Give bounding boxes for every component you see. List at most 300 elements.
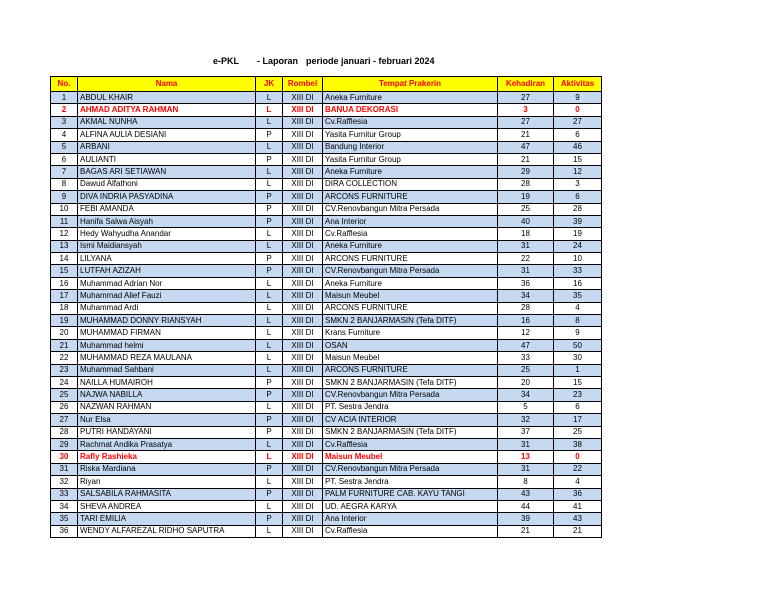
cell-no: 35 xyxy=(51,513,78,525)
cell-nama: BAGAS ARI SETIAWAN xyxy=(78,166,256,178)
cell-rombel: XIII DI xyxy=(283,327,323,339)
cell-jk: L xyxy=(256,290,283,302)
cell-tempat-prakerin: Yasita Furnitur Group xyxy=(323,153,498,165)
cell-nama: ARBANI xyxy=(78,141,256,153)
cell-aktivitas: 43 xyxy=(554,513,602,525)
cell-rombel: XIII DI xyxy=(283,228,323,240)
cell-tempat-prakerin: Cv.Rafflesia xyxy=(323,116,498,128)
cell-tempat-prakerin: Yasita Furnitur Group xyxy=(323,129,498,141)
cell-rombel: XIII DI xyxy=(283,265,323,277)
cell-no: 17 xyxy=(51,290,78,302)
cell-jk: P xyxy=(256,488,283,500)
cell-tempat-prakerin: Aneka Furniture xyxy=(323,92,498,104)
cell-nama: DIVA INDRIA PASYADINA xyxy=(78,191,256,203)
cell-aktivitas: 38 xyxy=(554,438,602,450)
table-row xyxy=(51,203,602,215)
cell-aktivitas: 4 xyxy=(554,476,602,488)
cell-aktivitas: 50 xyxy=(554,339,602,351)
app-name: e-PKL xyxy=(213,56,240,66)
table-row xyxy=(51,327,602,339)
cell-aktivitas: 36 xyxy=(554,488,602,500)
report-label: - Laporan xyxy=(257,56,299,66)
cell-no: 22 xyxy=(51,352,78,364)
cell-kehadiran: 36 xyxy=(498,277,554,289)
cell-tempat-prakerin: ARCONS FURNITURE xyxy=(323,191,498,203)
cell-tempat-prakerin: CV ACIA INTERIOR xyxy=(323,414,498,426)
cell-nama: SALSABILA RAHMASITA xyxy=(78,488,256,500)
cell-no: 21 xyxy=(51,339,78,351)
cell-kehadiran: 32 xyxy=(498,414,554,426)
cell-rombel: XIII DI xyxy=(283,451,323,463)
cell-nama: Rafly Rashieka xyxy=(78,451,256,463)
cell-aktivitas: 16 xyxy=(554,277,602,289)
cell-aktivitas: 15 xyxy=(554,376,602,388)
cell-kehadiran: 31 xyxy=(498,463,554,475)
cell-aktivitas: 3 xyxy=(554,178,602,190)
cell-rombel: XIII DI xyxy=(283,191,323,203)
cell-jk: P xyxy=(256,129,283,141)
cell-aktivitas: 41 xyxy=(554,500,602,512)
cell-rombel: XIII DI xyxy=(283,215,323,227)
table-header-row xyxy=(51,77,602,92)
table-row xyxy=(51,339,602,351)
cell-nama: Hedy Wahyudha Anandar xyxy=(78,228,256,240)
cell-aktivitas: 30 xyxy=(554,352,602,364)
cell-rombel: XIII DI xyxy=(283,116,323,128)
table-row xyxy=(51,513,602,525)
cell-jk: P xyxy=(256,203,283,215)
cell-aktivitas: 9 xyxy=(554,92,602,104)
table-row xyxy=(51,488,602,500)
cell-jk: L xyxy=(256,92,283,104)
cell-jk: L xyxy=(256,451,283,463)
cell-tempat-prakerin: SMKN 2 BANJARMASIN (Tefa DITF) xyxy=(323,426,498,438)
cell-rombel: XIII DI xyxy=(283,253,323,265)
cell-no: 9 xyxy=(51,191,78,203)
cell-aktivitas: 6 xyxy=(554,401,602,413)
cell-no: 15 xyxy=(51,265,78,277)
table-row xyxy=(51,438,602,450)
cell-nama: AHMAD ADITYA RAHMAN xyxy=(78,104,256,116)
cell-rombel: XIII DI xyxy=(283,513,323,525)
cell-tempat-prakerin: Cv.Rafflesia xyxy=(323,228,498,240)
cell-tempat-prakerin: ARCONS FURNITURE xyxy=(323,302,498,314)
cell-rombel: XIII DI xyxy=(283,476,323,488)
cell-kehadiran: 22 xyxy=(498,253,554,265)
cell-rombel: XIII DI xyxy=(283,352,323,364)
cell-kehadiran: 43 xyxy=(498,488,554,500)
cell-tempat-prakerin: DIRA COLLECTION xyxy=(323,178,498,190)
cell-kehadiran: 28 xyxy=(498,302,554,314)
table-row xyxy=(51,141,602,153)
cell-jk: L xyxy=(256,116,283,128)
cell-rombel: XIII DI xyxy=(283,389,323,401)
cell-kehadiran: 25 xyxy=(498,364,554,376)
cell-aktivitas: 39 xyxy=(554,215,602,227)
table-row xyxy=(51,265,602,277)
cell-no: 23 xyxy=(51,364,78,376)
cell-tempat-prakerin: ARCONS FURNITURE xyxy=(323,364,498,376)
table-row xyxy=(51,153,602,165)
column-header-jk: JK xyxy=(256,77,283,92)
cell-aktivitas: 15 xyxy=(554,153,602,165)
cell-nama: TARI EMILIA xyxy=(78,513,256,525)
cell-aktivitas: 9 xyxy=(554,327,602,339)
column-header-no: No. xyxy=(51,77,78,92)
cell-nama: Muhammad Alief Fauzi xyxy=(78,290,256,302)
cell-jk: L xyxy=(256,500,283,512)
column-header-tempat-prakerin: Tempat Prakerin xyxy=(323,77,498,92)
cell-jk: L xyxy=(256,240,283,252)
cell-nama: Muhammad helmi xyxy=(78,339,256,351)
cell-kehadiran: 16 xyxy=(498,315,554,327)
cell-aktivitas: 28 xyxy=(554,203,602,215)
cell-rombel: XIII DI xyxy=(283,339,323,351)
cell-nama: SHEVA ANDREA xyxy=(78,500,256,512)
cell-nama: Muhammad Ardi xyxy=(78,302,256,314)
table-row xyxy=(51,104,602,116)
cell-tempat-prakerin: Cv.Rafflesia xyxy=(323,525,498,537)
cell-rombel: XIII DI xyxy=(283,525,323,537)
cell-no: 25 xyxy=(51,389,78,401)
cell-nama: FEBI AMANDA xyxy=(78,203,256,215)
cell-jk: L xyxy=(256,327,283,339)
cell-rombel: XIII DI xyxy=(283,401,323,413)
table-row xyxy=(51,228,602,240)
cell-aktivitas: 19 xyxy=(554,228,602,240)
cell-jk: P xyxy=(256,191,283,203)
cell-kehadiran: 21 xyxy=(498,525,554,537)
cell-nama: NAZWAN RAHMAN xyxy=(78,401,256,413)
cell-rombel: XIII DI xyxy=(283,277,323,289)
cell-tempat-prakerin: SMKN 2 BANJARMASIN (Tefa DITF) xyxy=(323,315,498,327)
cell-aktivitas: 17 xyxy=(554,414,602,426)
cell-kehadiran: 34 xyxy=(498,389,554,401)
cell-no: 10 xyxy=(51,203,78,215)
cell-aktivitas: 27 xyxy=(554,116,602,128)
cell-nama: ABDUL KHAIR xyxy=(78,92,256,104)
cell-no: 36 xyxy=(51,525,78,537)
cell-tempat-prakerin: Ana Interior xyxy=(323,215,498,227)
cell-kehadiran: 27 xyxy=(498,116,554,128)
cell-jk: L xyxy=(256,352,283,364)
cell-aktivitas: 22 xyxy=(554,463,602,475)
cell-no: 2 xyxy=(51,104,78,116)
cell-kehadiran: 21 xyxy=(498,129,554,141)
cell-jk: P xyxy=(256,389,283,401)
table-row xyxy=(51,376,602,388)
cell-no: 34 xyxy=(51,500,78,512)
cell-rombel: XIII DI xyxy=(283,488,323,500)
cell-tempat-prakerin: PALM FURNITURE CAB. KAYU TANGI xyxy=(323,488,498,500)
cell-nama: Riska Mardiana xyxy=(78,463,256,475)
cell-rombel: XIII DI xyxy=(283,376,323,388)
cell-aktivitas: 33 xyxy=(554,265,602,277)
cell-aktivitas: 23 xyxy=(554,389,602,401)
cell-tempat-prakerin: Aneka Furniture xyxy=(323,166,498,178)
cell-aktivitas: 25 xyxy=(554,426,602,438)
cell-aktivitas: 1 xyxy=(554,364,602,376)
cell-rombel: XIII DI xyxy=(283,463,323,475)
table-row xyxy=(51,352,602,364)
cell-tempat-prakerin: OSAN xyxy=(323,339,498,351)
table-row xyxy=(51,500,602,512)
table-row xyxy=(51,290,602,302)
cell-tempat-prakerin: BANUA DEKORASI xyxy=(323,104,498,116)
table-row xyxy=(51,92,602,104)
cell-aktivitas: 6 xyxy=(554,191,602,203)
cell-jk: L xyxy=(256,525,283,537)
cell-no: 11 xyxy=(51,215,78,227)
cell-aktivitas: 10 xyxy=(554,253,602,265)
cell-rombel: XIII DI xyxy=(283,153,323,165)
cell-kehadiran: 27 xyxy=(498,92,554,104)
cell-nama: MUHAMMAD REZA MAULANA xyxy=(78,352,256,364)
cell-aktivitas: 0 xyxy=(554,451,602,463)
cell-nama: ALFINA AULIA DESIANI xyxy=(78,129,256,141)
cell-nama: Nur Elsa xyxy=(78,414,256,426)
column-header-kehadiran: Kehadiran xyxy=(498,77,554,92)
cell-no: 32 xyxy=(51,476,78,488)
table-row xyxy=(51,253,602,265)
cell-no: 29 xyxy=(51,438,78,450)
cell-aktivitas: 24 xyxy=(554,240,602,252)
cell-jk: L xyxy=(256,315,283,327)
table-row xyxy=(51,451,602,463)
cell-kehadiran: 29 xyxy=(498,166,554,178)
cell-no: 18 xyxy=(51,302,78,314)
cell-tempat-prakerin: Maisun Meubel xyxy=(323,451,498,463)
cell-nama: Muhammad Adrian Nor xyxy=(78,277,256,289)
cell-kehadiran: 8 xyxy=(498,476,554,488)
cell-nama: Ismi Maidiansyah xyxy=(78,240,256,252)
cell-nama: MUHAMMAD DONNY RIANSYAH xyxy=(78,315,256,327)
cell-tempat-prakerin: Krans Furniture xyxy=(323,327,498,339)
cell-tempat-prakerin: Maisun Meubel xyxy=(323,290,498,302)
cell-rombel: XIII DI xyxy=(283,92,323,104)
cell-jk: L xyxy=(256,476,283,488)
cell-kehadiran: 34 xyxy=(498,290,554,302)
cell-nama: NAJWA NABILLA xyxy=(78,389,256,401)
cell-jk: L xyxy=(256,141,283,153)
cell-rombel: XIII DI xyxy=(283,203,323,215)
cell-no: 26 xyxy=(51,401,78,413)
report-period: periode januari - februari 2024 xyxy=(306,56,435,66)
cell-jk: P xyxy=(256,463,283,475)
cell-jk: L xyxy=(256,302,283,314)
cell-kehadiran: 18 xyxy=(498,228,554,240)
cell-tempat-prakerin: Aneka Furniture xyxy=(323,240,498,252)
cell-rombel: XIII DI xyxy=(283,129,323,141)
cell-nama: Muhammad Sahbani xyxy=(78,364,256,376)
cell-kehadiran: 44 xyxy=(498,500,554,512)
cell-no: 4 xyxy=(51,129,78,141)
table-row xyxy=(51,401,602,413)
cell-kehadiran: 31 xyxy=(498,240,554,252)
table-row xyxy=(51,129,602,141)
cell-nama: Hanifa Salwa Aisyah xyxy=(78,215,256,227)
cell-kehadiran: 47 xyxy=(498,339,554,351)
cell-aktivitas: 6 xyxy=(554,129,602,141)
table-row xyxy=(51,215,602,227)
cell-tempat-prakerin: CV.Renovbangun Mitra Persada xyxy=(323,203,498,215)
cell-jk: L xyxy=(256,364,283,376)
cell-nama: NAILLA HUMAIROH xyxy=(78,376,256,388)
cell-no: 14 xyxy=(51,253,78,265)
cell-jk: L xyxy=(256,104,283,116)
table-row xyxy=(51,414,602,426)
table-row xyxy=(51,315,602,327)
cell-jk: P xyxy=(256,215,283,227)
cell-tempat-prakerin: CV.Renovbangun Mitra Persada xyxy=(323,389,498,401)
table-row xyxy=(51,191,602,203)
cell-rombel: XIII DI xyxy=(283,178,323,190)
cell-tempat-prakerin: ARCONS FURNITURE xyxy=(323,253,498,265)
column-header-aktivitas: Aktivitas xyxy=(554,77,602,92)
cell-no: 31 xyxy=(51,463,78,475)
table-row xyxy=(51,277,602,289)
cell-jk: L xyxy=(256,277,283,289)
cell-no: 3 xyxy=(51,116,78,128)
cell-rombel: XIII DI xyxy=(283,104,323,116)
cell-tempat-prakerin: Bandung Interior xyxy=(323,141,498,153)
cell-rombel: XIII DI xyxy=(283,302,323,314)
column-header-nama: Nama xyxy=(78,77,256,92)
cell-kehadiran: 20 xyxy=(498,376,554,388)
cell-rombel: XIII DI xyxy=(283,364,323,376)
cell-kehadiran: 37 xyxy=(498,426,554,438)
cell-no: 8 xyxy=(51,178,78,190)
cell-jk: L xyxy=(256,401,283,413)
cell-tempat-prakerin: Ana Interior xyxy=(323,513,498,525)
cell-kehadiran: 12 xyxy=(498,327,554,339)
cell-kehadiran: 13 xyxy=(498,451,554,463)
cell-no: 19 xyxy=(51,315,78,327)
cell-jk: P xyxy=(256,426,283,438)
cell-nama: PUTRI HANDAYANI xyxy=(78,426,256,438)
cell-rombel: XIII DI xyxy=(283,414,323,426)
cell-tempat-prakerin: PT. Sestra Jendra xyxy=(323,401,498,413)
table-row xyxy=(51,525,602,537)
cell-kehadiran: 28 xyxy=(498,178,554,190)
cell-jk: L xyxy=(256,339,283,351)
cell-kehadiran: 21 xyxy=(498,153,554,165)
cell-kehadiran: 19 xyxy=(498,191,554,203)
cell-aktivitas: 12 xyxy=(554,166,602,178)
cell-no: 5 xyxy=(51,141,78,153)
cell-rombel: XIII DI xyxy=(283,500,323,512)
cell-kehadiran: 47 xyxy=(498,141,554,153)
table-row xyxy=(51,476,602,488)
cell-no: 33 xyxy=(51,488,78,500)
cell-no: 1 xyxy=(51,92,78,104)
cell-no: 12 xyxy=(51,228,78,240)
cell-kehadiran: 5 xyxy=(498,401,554,413)
cell-aktivitas: 0 xyxy=(554,104,602,116)
cell-no: 16 xyxy=(51,277,78,289)
cell-kehadiran: 33 xyxy=(498,352,554,364)
cell-jk: L xyxy=(256,438,283,450)
cell-tempat-prakerin: CV.Renovbangun Mitra Persada xyxy=(323,265,498,277)
cell-kehadiran: 40 xyxy=(498,215,554,227)
cell-rombel: XIII DI xyxy=(283,290,323,302)
cell-no: 28 xyxy=(51,426,78,438)
cell-no: 27 xyxy=(51,414,78,426)
cell-kehadiran: 31 xyxy=(498,438,554,450)
report-table xyxy=(50,76,602,538)
table-row xyxy=(51,178,602,190)
cell-kehadiran: 31 xyxy=(498,265,554,277)
cell-nama: Rachmat Andika Prasatya xyxy=(78,438,256,450)
table-row xyxy=(51,364,602,376)
cell-tempat-prakerin: CV.Renovbangun Mitra Persada xyxy=(323,463,498,475)
cell-aktivitas: 8 xyxy=(554,315,602,327)
cell-tempat-prakerin: Cv.Rafflesia xyxy=(323,438,498,450)
cell-aktivitas: 21 xyxy=(554,525,602,537)
cell-rombel: XIII DI xyxy=(283,141,323,153)
table-row xyxy=(51,166,602,178)
cell-jk: P xyxy=(256,513,283,525)
cell-aktivitas: 46 xyxy=(554,141,602,153)
cell-tempat-prakerin: Aneka Furniture xyxy=(323,277,498,289)
cell-nama: WENDY ALFAREZAL RIDHO SAPUTRA xyxy=(78,525,256,537)
cell-jk: L xyxy=(256,228,283,240)
cell-nama: Riyan xyxy=(78,476,256,488)
cell-kehadiran: 39 xyxy=(498,513,554,525)
cell-rombel: XIII DI xyxy=(283,438,323,450)
cell-nama: MUHAMMAD FIRMAN xyxy=(78,327,256,339)
cell-jk: P xyxy=(256,153,283,165)
cell-tempat-prakerin: PT. Sestra Jendra xyxy=(323,476,498,488)
cell-jk: P xyxy=(256,414,283,426)
cell-jk: L xyxy=(256,178,283,190)
cell-tempat-prakerin: SMKN 2 BANJARMASIN (Tefa DITF) xyxy=(323,376,498,388)
report-title xyxy=(0,56,768,70)
table-row xyxy=(51,302,602,314)
cell-jk: L xyxy=(256,166,283,178)
cell-no: 24 xyxy=(51,376,78,388)
cell-jk: P xyxy=(256,253,283,265)
table-row xyxy=(51,240,602,252)
table-row xyxy=(51,426,602,438)
cell-kehadiran: 25 xyxy=(498,203,554,215)
cell-nama: AULIANTI xyxy=(78,153,256,165)
cell-rombel: XIII DI xyxy=(283,426,323,438)
cell-kehadiran: 3 xyxy=(498,104,554,116)
cell-no: 6 xyxy=(51,153,78,165)
cell-nama: AKMAL NUNHA xyxy=(78,116,256,128)
cell-rombel: XIII DI xyxy=(283,240,323,252)
cell-no: 30 xyxy=(51,451,78,463)
cell-nama: LILYANA xyxy=(78,253,256,265)
column-header-rombel: Rombel xyxy=(283,77,323,92)
cell-rombel: XIII DI xyxy=(283,166,323,178)
cell-aktivitas: 4 xyxy=(554,302,602,314)
cell-no: 20 xyxy=(51,327,78,339)
cell-no: 13 xyxy=(51,240,78,252)
table-row xyxy=(51,463,602,475)
cell-nama: Dawud Alfathoni xyxy=(78,178,256,190)
table-row xyxy=(51,116,602,128)
cell-nama: LUTFAH AZIZAH xyxy=(78,265,256,277)
cell-tempat-prakerin: UD. AEGRA KARYA xyxy=(323,500,498,512)
cell-jk: P xyxy=(256,376,283,388)
table-row xyxy=(51,389,602,401)
cell-aktivitas: 35 xyxy=(554,290,602,302)
cell-jk: P xyxy=(256,265,283,277)
cell-rombel: XIII DI xyxy=(283,315,323,327)
cell-tempat-prakerin: Maisun Meubel xyxy=(323,352,498,364)
